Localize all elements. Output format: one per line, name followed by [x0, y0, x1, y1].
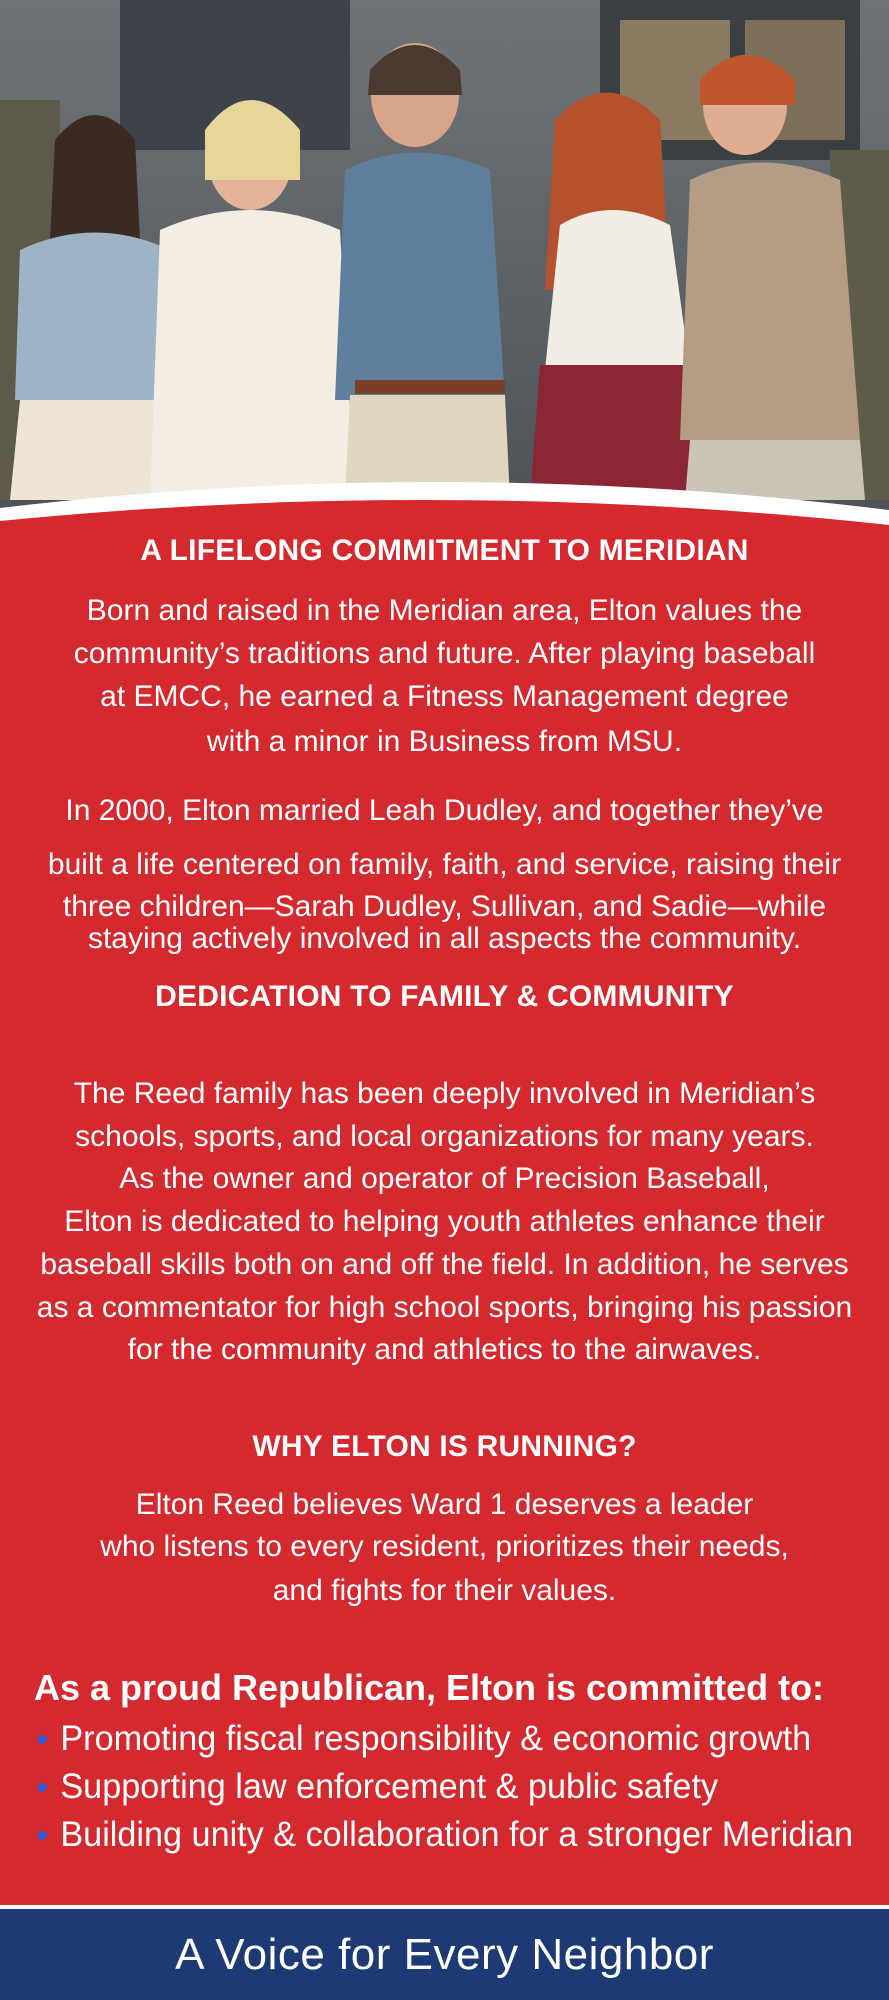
commitment-text: Building unity & collaboration for a stronger Meridian — [60, 1815, 854, 1854]
section2-para-line: schools, sports, and local organizations for many years. — [75, 1120, 814, 1153]
list-item — [34, 1811, 853, 1859]
section2-para-line: for the community and athletics to the airwaves. — [127, 1333, 762, 1366]
section1-para2-line: staying actively involved in all aspects the community. — [87, 922, 802, 955]
section2-para-line: As the owner and operator of Precision Baseball, — [119, 1162, 770, 1195]
family-photo — [0, 0, 889, 520]
footer-banner — [0, 1909, 889, 2000]
section3-para-line: and fights for their values. — [272, 1574, 617, 1607]
section1-para1-line: community’s traditions and future. After playing baseball — [73, 637, 816, 670]
section-title-lifelong-commitment: A LIFELONG COMMITMENT TO MERIDIAN — [140, 534, 749, 567]
bullet-icon — [38, 1735, 47, 1744]
bullet-icon — [38, 1783, 47, 1792]
section1-para1-line: at EMCC, he earned a Fitness Management degree — [100, 680, 789, 713]
section2-para-line: baseball skills both on and off the field. In addition, he serves — [40, 1248, 849, 1281]
commitment-text: Supporting law enforcement & public safety — [60, 1767, 719, 1806]
commitment-text: Promoting fiscal responsibility & economic growth — [60, 1719, 812, 1758]
commitments-list — [34, 1715, 872, 1859]
section2-para-line: Elton is dedicated to helping youth athletes enhance their — [64, 1205, 825, 1238]
section2-para-line: as a commentator for high school sports, bringing his passion — [36, 1291, 853, 1324]
section3-para-line: Elton Reed believes Ward 1 deserves a leader — [135, 1488, 754, 1521]
list-item — [34, 1763, 853, 1811]
section1-para2-line: built a life centered on family, faith, and service, raising their — [47, 848, 842, 881]
section1-para1-line: Born and raised in the Meridian area, Elton values the — [86, 594, 803, 627]
family-photo-illustration — [0, 0, 889, 520]
commitments-heading: As a proud Republican, Elton is committed to: — [34, 1667, 825, 1708]
section-title-why-running: WHY ELTON IS RUNNING? — [252, 1430, 637, 1463]
section3-para-line: who listens to every resident, prioritizes their needs, — [100, 1530, 789, 1563]
bullet-icon — [38, 1831, 47, 1840]
section1-para1-line: with a minor in Business from MSU. — [206, 725, 683, 758]
section2-para-line: The Reed family has been deeply involved in Meridian’s — [73, 1077, 816, 1110]
section-title-dedication: DEDICATION TO FAMILY & COMMUNITY — [155, 980, 734, 1013]
section1-para2-line: In 2000, Elton married Leah Dudley, and together they’ve — [65, 794, 824, 827]
list-item — [34, 1715, 853, 1763]
section1-para2-line: three children—Sarah Dudley, Sullivan, and Sadie—while — [62, 890, 827, 923]
footer-tagline: A Voice for Every Neighbor — [175, 1929, 714, 1979]
